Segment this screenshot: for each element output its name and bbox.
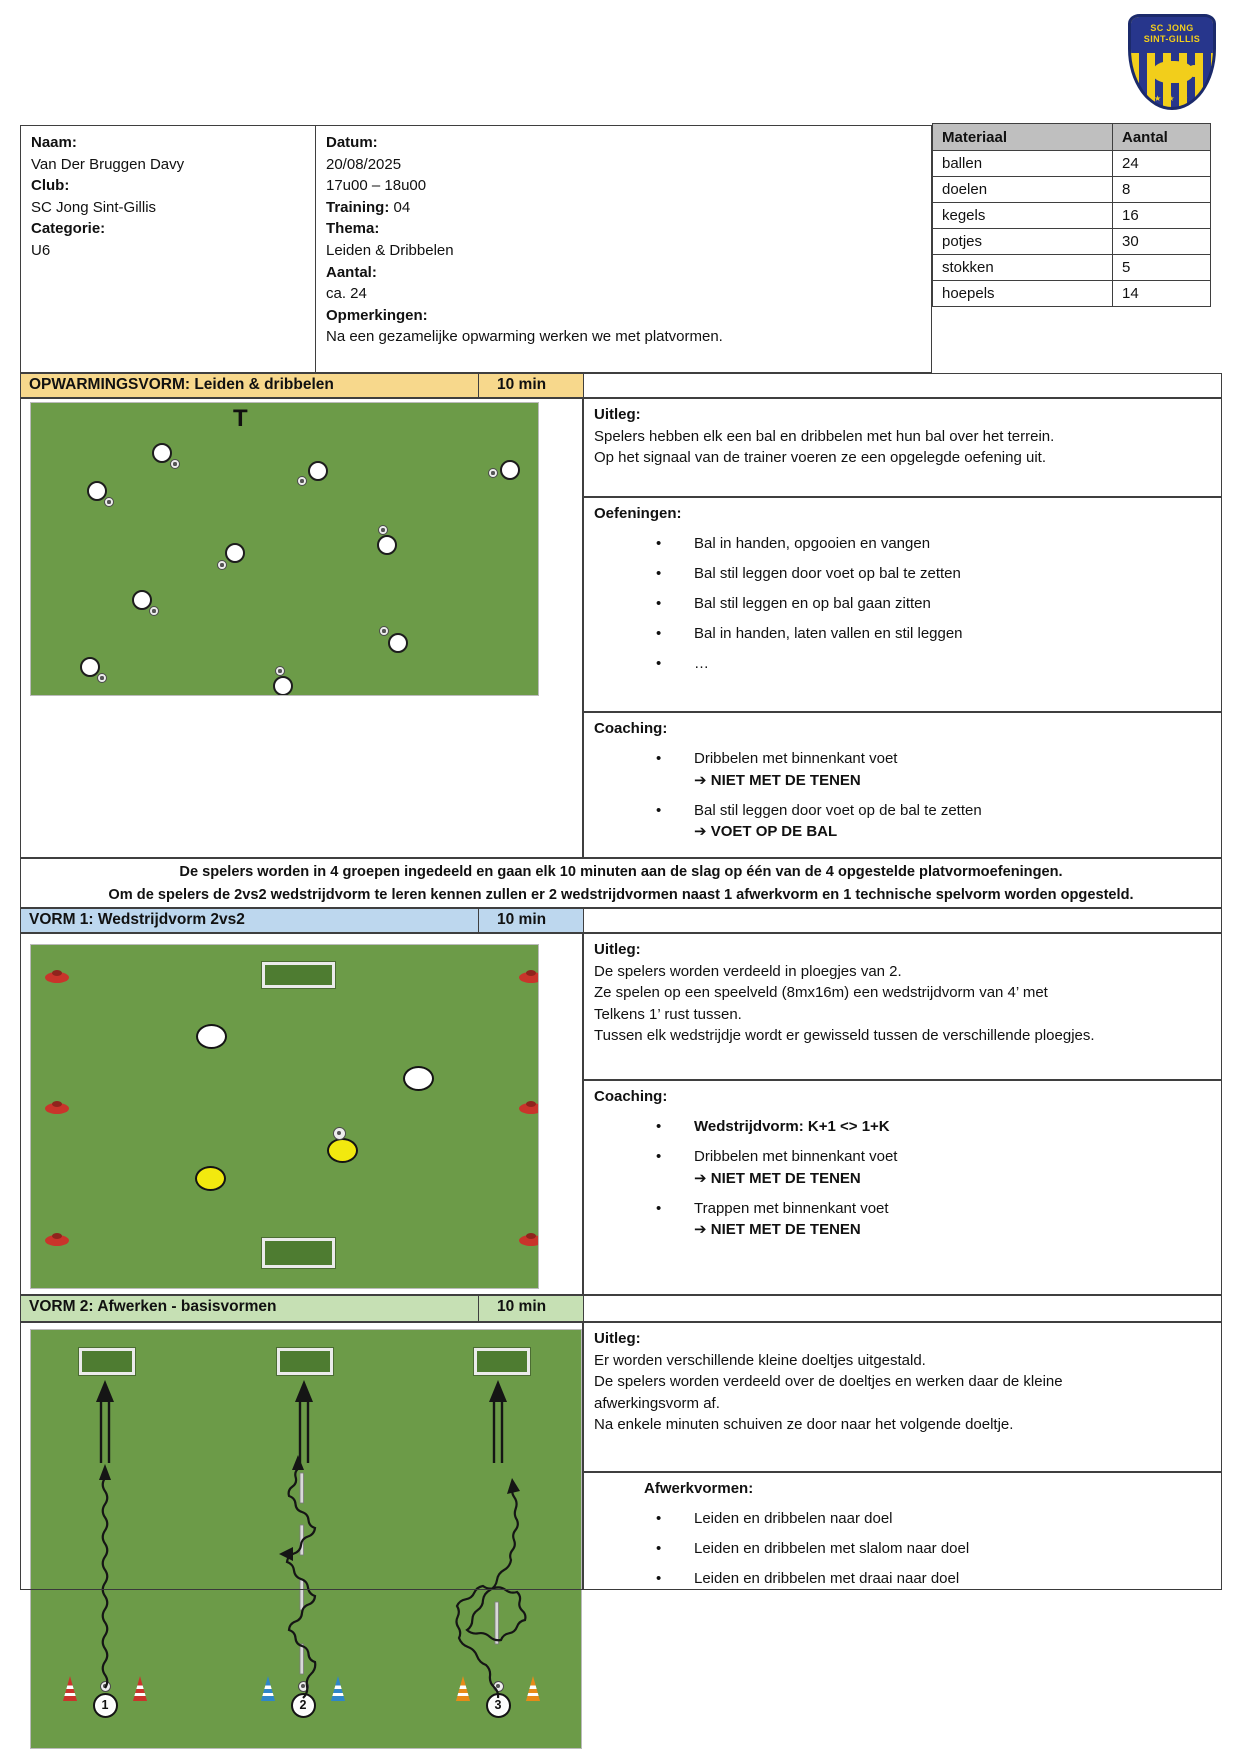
player-yellow	[195, 1166, 226, 1191]
bullet-item	[594, 533, 1211, 555]
section-duration-opwarming: 10 min	[478, 373, 584, 398]
coaching-arrow-line: ➔ NIET MET DE TENEN	[694, 771, 861, 789]
bullet-dot: •	[656, 1148, 662, 1166]
bullet-dot: •	[656, 801, 662, 819]
bullet-item	[594, 623, 1211, 645]
materiaal-row	[933, 151, 1211, 177]
box-title: Afwerkvormen:	[644, 1480, 754, 1497]
materiaal-row	[933, 229, 1211, 255]
soccer-ball-icon	[104, 497, 114, 507]
section-header-vorm2: VORM 2: Afwerken - basisvormen	[20, 1295, 479, 1322]
arrow-head	[295, 1380, 313, 1402]
slalom-stick	[300, 1580, 304, 1610]
disc-cone	[519, 1235, 538, 1246]
categorie-value: U6	[31, 241, 51, 259]
naam-label: Naam:	[31, 134, 77, 151]
box-line: afwerkingsvorm af.	[594, 1394, 720, 1412]
bullet-item	[594, 1146, 1211, 1168]
slalom-stick	[300, 1644, 304, 1674]
bullet-text: Dribbelen met binnenkant voet	[694, 1148, 898, 1166]
trainer-marker: T	[233, 405, 248, 432]
datum-label: Datum:	[326, 134, 378, 151]
dribble-path	[456, 1486, 525, 1698]
bullet-dot: •	[656, 1199, 662, 1217]
bullet-dot: •	[656, 1118, 662, 1136]
bullet-text: …	[694, 655, 709, 673]
disc-cone	[45, 1235, 69, 1246]
materiaal-count: 14	[1113, 281, 1211, 307]
dribble-paths-layer	[31, 1330, 581, 1748]
materiaal-col-header: Materiaal	[933, 124, 1113, 151]
bullet-dot: •	[656, 750, 662, 768]
info-box-uitleg	[583, 398, 1222, 497]
banner-line1: De spelers worden in 4 groepen ingedeeld en gaan elk 10 minuten aan de slag op één van de 4 opgestelde platvormoefeningen.	[179, 864, 1063, 880]
bullet-text: Bal stil leggen door voet op de bal te zetten	[694, 801, 982, 819]
box-line: Na enkele minuten schuiven ze door naar het volgende doeltje.	[594, 1416, 1014, 1434]
coaching-arrow-line: ➔ NIET MET DE TENEN	[694, 1221, 861, 1239]
materiaal-item: potjes	[933, 229, 1113, 255]
opmerkingen-value: Na een gezamelijke opwarming werken we met platvormen.	[326, 328, 723, 346]
soccer-ball-icon	[170, 459, 180, 469]
materiaal-row	[933, 203, 1211, 229]
bullet-text: Dribbelen met binnenkant voet	[694, 750, 898, 768]
info-cell-left	[20, 125, 316, 373]
bullet-item	[594, 800, 1211, 822]
bullet-text: Bal stil leggen door voet op bal te zetten	[694, 565, 961, 583]
text-column-opwarming	[583, 398, 1222, 858]
bullet-dot: •	[656, 625, 662, 643]
tijd-value: 17u00 – 18u00	[326, 177, 427, 195]
slalom-stick	[300, 1473, 304, 1503]
disc-cone	[519, 972, 538, 983]
disc-cone	[519, 1103, 538, 1114]
slalom-stick	[495, 1602, 499, 1644]
box-line: De spelers worden verdeeld over de doeltjes en werken daar de kleine	[594, 1373, 1063, 1391]
box-title: Coaching:	[594, 1088, 668, 1105]
section-header-spacer-1	[583, 373, 1222, 398]
bullet-item	[594, 593, 1211, 615]
bullet-item	[594, 563, 1211, 585]
bullet-text: Leiden en dribbelen naar doel	[694, 1510, 893, 1528]
bullet-text: Leiden en dribbelen met slalom naar doel	[694, 1540, 970, 1558]
bullet-dot: •	[656, 655, 662, 673]
vorm2-field-diagram	[31, 1330, 581, 1748]
text-column-vorm2	[583, 1322, 1222, 1590]
bullet-item	[594, 653, 1211, 675]
mini-goal	[262, 962, 335, 988]
dribble-path	[103, 1478, 108, 1688]
player-white	[196, 1024, 227, 1049]
info-box-coaching	[583, 1080, 1222, 1295]
bullet-text: Trappen met binnenkant voet	[694, 1199, 889, 1217]
bullet-dot: •	[656, 1510, 662, 1528]
coaching-arrow-line: ➔ NIET MET DE TENEN	[694, 1169, 861, 1187]
materiaal-item: kegels	[933, 203, 1113, 229]
datum-value: 20/08/2025	[326, 155, 402, 173]
soccer-ball-icon	[379, 626, 389, 636]
box-line: De spelers worden verdeeld in ploegjes van 2.	[594, 962, 902, 980]
club-label: Club:	[31, 177, 70, 195]
player-marker	[388, 633, 408, 653]
club-logo-line2: SINT-GILLIS	[1143, 34, 1201, 44]
arrow-head	[507, 1478, 520, 1494]
bullet-item	[594, 1568, 1211, 1590]
bullet-dot: •	[656, 1570, 662, 1588]
club-logo-line1: SC JONG	[1150, 23, 1194, 33]
materiaal-row	[933, 281, 1211, 307]
materiaal-count: 8	[1113, 177, 1211, 203]
arrow-head	[292, 1455, 304, 1470]
materiaal-item: ballen	[933, 151, 1113, 177]
info-box-afwerkvormen	[583, 1472, 1222, 1590]
soccer-ball-icon	[297, 476, 307, 486]
box-line: Telkens 1’ rust tussen.	[594, 1005, 742, 1023]
table-row-border	[20, 1589, 1222, 1590]
group-organisation-banner	[20, 858, 1222, 908]
section-duration-vorm2: 10 min	[478, 1295, 584, 1322]
box-line: Tussen elk wedstrijdje wordt er gewisseld tussen de verschillende ploegjes.	[594, 1027, 1095, 1045]
box-title: Coaching:	[594, 720, 668, 737]
bullet-dot: •	[656, 595, 662, 613]
materiaal-count: 16	[1113, 203, 1211, 229]
bullet-dot: •	[656, 565, 662, 583]
materiaal-count: 24	[1113, 151, 1211, 177]
soccer-ball-icon	[97, 673, 107, 683]
bullet-item	[594, 1116, 1211, 1138]
bullet-item	[594, 1198, 1211, 1220]
player-white	[403, 1066, 434, 1091]
box-title: Uitleg:	[594, 406, 641, 423]
arrow-head	[96, 1380, 114, 1402]
club-logo-text	[1131, 17, 1213, 53]
club-logo	[1128, 14, 1216, 110]
soccer-ball-icon	[333, 1127, 346, 1140]
arrow-head	[99, 1464, 111, 1480]
station-number: 1	[93, 1693, 118, 1718]
player-marker	[225, 543, 245, 563]
section-header-spacer-3	[583, 1295, 1222, 1322]
info-box-oefeningen	[583, 497, 1222, 712]
player-marker	[377, 535, 397, 555]
soccer-ball-icon	[149, 606, 159, 616]
box-title: Uitleg:	[594, 1330, 641, 1347]
box-line: Er worden verschillende kleine doeltjes uitgestald.	[594, 1351, 926, 1369]
info-cell-right	[315, 125, 932, 373]
bullet-text: Leiden en dribbelen met draai naar doel	[694, 1570, 960, 1588]
opmerkingen-label: Opmerkingen:	[326, 306, 428, 324]
materiaal-count: 5	[1113, 255, 1211, 281]
box-title: Uitleg:	[594, 941, 641, 958]
materiaal-table	[932, 123, 1211, 307]
bullet-dot: •	[656, 1540, 662, 1558]
station-number: 2	[291, 1693, 316, 1718]
player-marker	[152, 443, 172, 463]
banner-line2: Om de spelers de 2vs2 wedstrijdvorm te leren kennen zullen er 2 wedstrijdvormen naast 1 afwerkvorm en 1 technische spelvorm worden opgesteld.	[108, 887, 1134, 903]
box-line: Op het signaal van de trainer voeren ze een opgelegde oefening uit.	[594, 449, 1046, 467]
player-marker	[500, 460, 520, 480]
box-title: Oefeningen:	[594, 505, 682, 522]
info-box-uitleg	[583, 933, 1222, 1080]
pig-emblem	[1153, 61, 1193, 83]
naam-value: Van Der Bruggen Davy	[31, 155, 185, 173]
club-value: SC Jong Sint-Gillis	[31, 198, 157, 216]
info-box-uitleg	[583, 1322, 1222, 1472]
thema-label: Thema:	[326, 220, 380, 238]
soccer-ball-icon	[275, 666, 285, 676]
materiaal-header-row	[933, 124, 1211, 151]
categorie-label: Categorie:	[31, 220, 106, 238]
player-marker	[308, 461, 328, 481]
logo-stars: ★ ★ ★	[1154, 94, 1190, 103]
section-header-vorm1: VORM 1: Wedstrijdvorm 2vs2	[20, 908, 479, 933]
materiaal-row	[933, 177, 1211, 203]
bullet-text: Bal in handen, laten vallen en stil leggen	[694, 625, 963, 643]
bullet-dot: •	[656, 535, 662, 553]
warmup-field-diagram	[31, 403, 538, 695]
text-column-vorm1	[583, 933, 1222, 1295]
materiaal-item: doelen	[933, 177, 1113, 203]
station-number: 3	[486, 1693, 511, 1718]
bullet-text: Bal in handen, opgooien en vangen	[694, 535, 931, 553]
aantal-label: Aantal:	[326, 263, 377, 281]
bullet-item	[594, 748, 1211, 770]
disc-cone	[45, 972, 69, 983]
section-header-opwarming: OPWARMINGSVORM: Leiden & dribbelen	[20, 373, 479, 398]
soccer-ball-icon	[217, 560, 227, 570]
aantal-col-header: Aantal	[1113, 124, 1211, 151]
arrow-head	[279, 1547, 293, 1561]
materiaal-count: 30	[1113, 229, 1211, 255]
player-marker	[273, 676, 293, 695]
mini-goal	[262, 1238, 335, 1268]
vorm1-field-diagram	[31, 945, 538, 1288]
bullet-text: Bal stil leggen en op bal gaan zitten	[694, 595, 931, 613]
thema-value: Leiden & Dribbelen	[326, 241, 454, 259]
disc-cone	[45, 1103, 69, 1114]
bullet-item	[594, 1508, 1211, 1530]
aantal-value: ca. 24	[326, 285, 367, 303]
arrow-head	[489, 1380, 507, 1402]
bullet-text: Wedstrijdvorm: K+1 <> 1+K	[694, 1118, 890, 1136]
coaching-arrow-line: ➔ VOET OP DE BAL	[694, 823, 838, 841]
player-yellow	[327, 1138, 358, 1163]
section-header-spacer-2	[583, 908, 1222, 933]
materiaal-item: stokken	[933, 255, 1113, 281]
soccer-ball-icon	[378, 525, 388, 535]
soccer-ball-icon	[488, 468, 498, 478]
box-line: Ze spelen op een speelveld (8mx16m) een wedstrijdvorm van 4’ met	[594, 984, 1048, 1002]
box-line: Spelers hebben elk een bal en dribbelen met hun bal over het terrein.	[594, 427, 1055, 445]
materiaal-item: hoepels	[933, 281, 1113, 307]
section-duration-vorm1: 10 min	[478, 908, 584, 933]
training-line: Training: 04	[326, 198, 411, 216]
info-box-coaching	[583, 712, 1222, 858]
materiaal-row	[933, 255, 1211, 281]
bullet-item	[594, 1538, 1211, 1560]
